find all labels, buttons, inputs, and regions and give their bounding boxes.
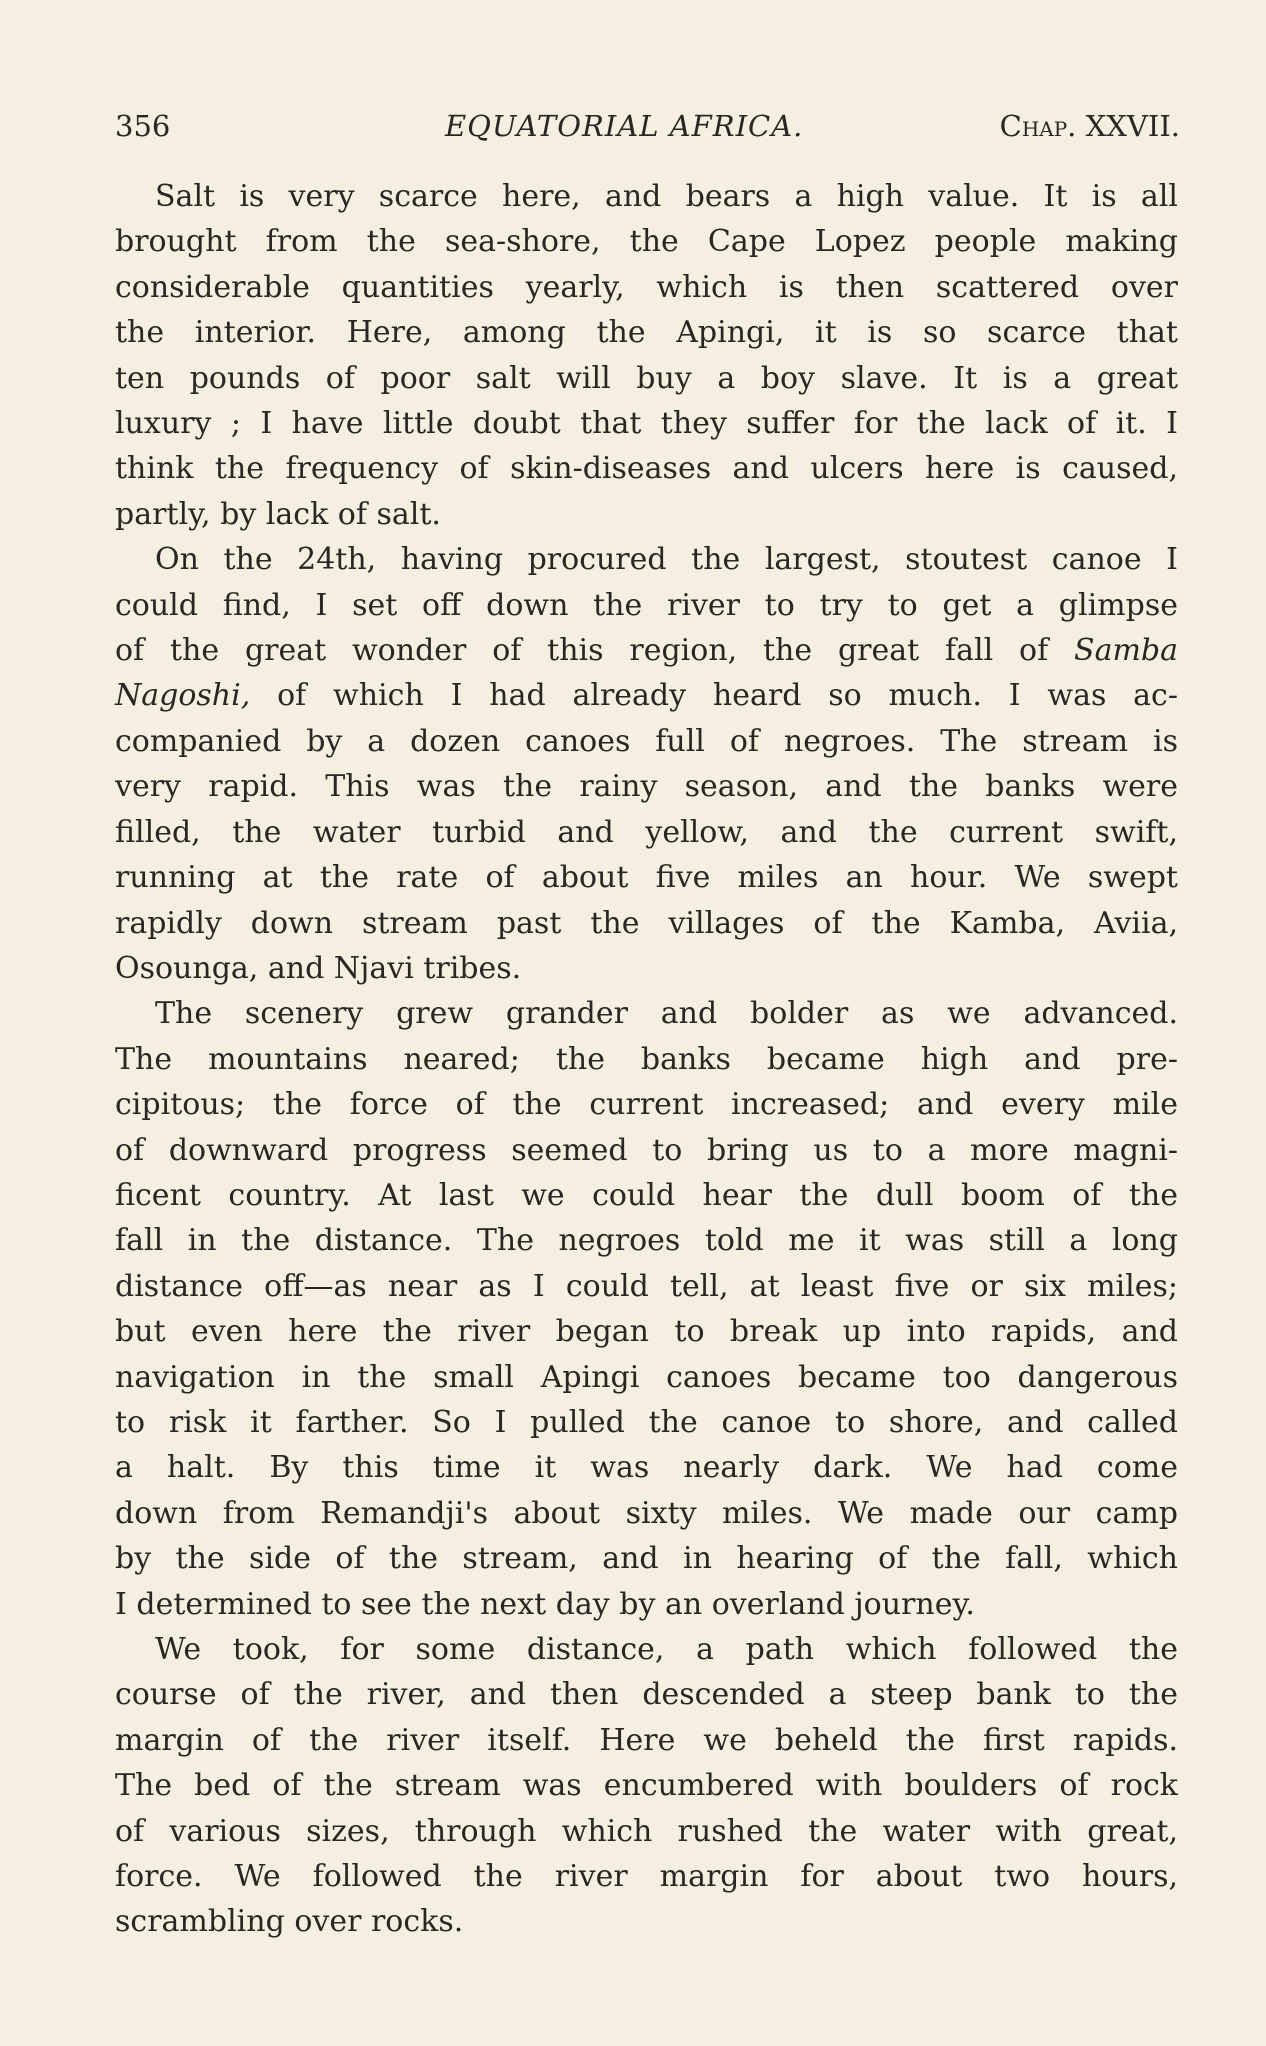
text-line: rapidly down stream past the villages of the Kamba, Aviia, xyxy=(115,905,1178,941)
text-line: partly, by lack of salt. xyxy=(115,496,441,532)
text-line: scrambling over rocks. xyxy=(115,1904,464,1940)
text-line: think the frequency of skin-diseases and ulcers here is caused, xyxy=(115,451,1178,487)
text-line: course of the river, and then descended a steep bank to the xyxy=(115,1677,1178,1713)
paragraph-3 xyxy=(115,991,1178,1627)
text-line: I determined to see the next day by an overland journey. xyxy=(115,1586,975,1622)
text-line: distance off—as near as I could tell, at least five or six miles; xyxy=(115,1268,1178,1304)
text-line: considerable quantities yearly, which is then scattered over xyxy=(115,269,1178,305)
text-line: luxury ; I have little doubt that they suffer for the lack of it. I xyxy=(115,406,1178,442)
text-line: by the side of the stream, and in hearing of the fall, which xyxy=(115,1541,1178,1577)
running-title: EQUATORIAL AFRICA. xyxy=(445,109,804,143)
text-segment: of the great wonder of this region, the great fall of xyxy=(115,633,1075,669)
text-line: ten pounds of poor salt will buy a boy slave. It is a great xyxy=(115,360,1178,396)
text-line: cipitous; the force of the current increased; and every mile xyxy=(115,1087,1178,1123)
text-line: force. We followed the river margin for about two hours, xyxy=(115,1859,1178,1895)
text-line: ficent country. At last we could hear the dull boom of the xyxy=(115,1177,1178,1213)
text-line: filled, the water turbid and yellow, and the current swift, xyxy=(115,814,1178,850)
text-line: Osounga, and Njavi tribes. xyxy=(115,950,522,986)
text-line: of various sizes, through which rushed the water with great, xyxy=(115,1813,1178,1849)
page-number: 356 xyxy=(115,109,171,143)
body-text xyxy=(115,174,1178,1945)
text-line: could find, I set off down the river to try to get a glimpse xyxy=(115,587,1178,623)
italic-place-name: Samba xyxy=(1074,633,1178,669)
text-line: to risk it farther. So I pulled the canoe to shore, and called xyxy=(115,1404,1178,1440)
text-line: fall in the distance. The negroes told me it was still a long xyxy=(115,1223,1178,1259)
text-line: companied by a dozen canoes full of negroes. The stream is xyxy=(115,723,1178,759)
paragraph-2 xyxy=(115,537,1178,991)
text-line: We took, for some distance, a path which followed the xyxy=(155,1632,1178,1667)
text-line: brought from the sea-shore, the Cape Lopez people making xyxy=(115,224,1178,260)
text-line: very rapid. This was the rainy season, and the banks were xyxy=(115,769,1178,805)
text-line: Salt is very scarce here, and bears a high value. It is all xyxy=(155,179,1178,214)
text-segment: of which I had already heard so much. I was ac- xyxy=(250,678,1178,714)
paragraph-4 xyxy=(115,1627,1178,1945)
text-line: The bed of the stream was encumbered with boulders of rock xyxy=(115,1768,1178,1804)
text-line xyxy=(115,628,1178,673)
text-line: the interior. Here, among the Apingi, it is so scarce that xyxy=(115,315,1178,351)
chapter-label: Chap. XXVII. xyxy=(999,109,1180,143)
text-line: navigation in the small Apingi canoes became too dangerous xyxy=(115,1359,1178,1395)
text-line: margin of the river itself. Here we beheld the first rapids. xyxy=(115,1722,1178,1758)
text-line: On the 24th, having procured the largest, stoutest canoe I xyxy=(155,542,1178,578)
text-line: of downward progress seemed to bring us to a more magni- xyxy=(115,1132,1178,1168)
text-line xyxy=(115,673,1178,718)
text-line: The scenery grew grander and bolder as we advanced. xyxy=(155,996,1178,1032)
text-line: a halt. By this time it was nearly dark. We had come xyxy=(115,1450,1178,1486)
text-line: The mountains neared; the banks became high and pre- xyxy=(115,1041,1178,1077)
italic-place-name: Nagoshi, xyxy=(115,678,251,714)
text-line: running at the rate of about five miles an hour. We swept xyxy=(115,860,1178,896)
text-line: but even here the river began to break up into rapids, and xyxy=(115,1314,1178,1350)
paragraph-1 xyxy=(115,174,1178,537)
text-line: down from Remandji's about sixty miles. We made our camp xyxy=(115,1495,1178,1531)
page-header xyxy=(115,104,1180,148)
